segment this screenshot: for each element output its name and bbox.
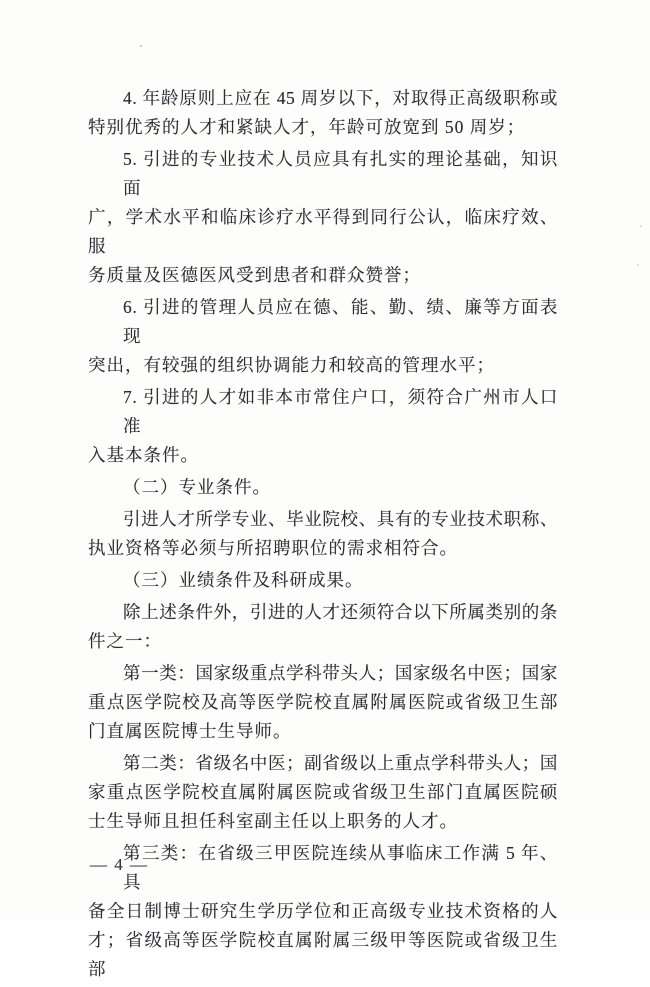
heading-professional-conditions	[88, 473, 558, 502]
page-number: — 4 —	[90, 855, 149, 874]
text-line: 第三类：在省级三甲医院连续从事临床工作满 5 年、具	[123, 843, 558, 892]
text-line: （三）业绩条件及科研成果。	[123, 570, 364, 590]
paragraph-category-3	[88, 839, 558, 984]
paragraph-category-1	[88, 659, 558, 746]
text-line: （二）专业条件。	[123, 477, 271, 497]
text-line: 件之一：	[88, 631, 162, 651]
text-line: 特别优秀的人才和紧缺人才，年龄可放宽到 50 周岁；	[88, 117, 526, 137]
heading-performance-conditions	[88, 566, 558, 595]
text-line: 突出，有较强的组织协调能力和较高的管理水平；	[88, 355, 495, 375]
text-line: 入基本条件。	[88, 445, 199, 465]
text-line: 5. 引进的专业技术人员应具有扎实的理论基础，知识面	[123, 149, 558, 198]
paragraph-professional-match	[88, 505, 558, 563]
text-line: 4. 年龄原则上应在 45 周岁以下，对取得正高级职称或	[123, 88, 558, 108]
text-line: 6. 引进的管理人员应在德、能、勤、绩、廉等方面表现	[123, 297, 558, 346]
paragraph-category-2	[88, 749, 558, 836]
text-line: 7. 引进的人才如非本市常住户口，须符合广州市人口准	[123, 387, 558, 436]
text-line: 务质量及医德医风受到患者和群众赞誉；	[88, 265, 421, 285]
text-line: 备全日制博士研究生学历学位和正高级专业技术资格的人	[88, 901, 558, 921]
text-line: 第二类：省级名中医；副省级以上重点学科带头人；国	[123, 753, 558, 773]
document-text	[88, 84, 558, 987]
text-line: 执业资格等必须与所招聘职位的需求相符合。	[88, 538, 458, 558]
text-line: 广，学术水平和临床诊疗水平得到同行公认，临床疗效、服	[88, 207, 558, 256]
text-line: 家重点医学院校直属附属医院或省级卫生部门直属医院硕	[88, 782, 558, 802]
paragraph-age-requirement	[88, 84, 558, 142]
text-line: 第一类：国家级重点学科带头人；国家级名中医；国家	[123, 663, 558, 683]
paragraph-professional-technical-staff	[88, 145, 558, 290]
text-line: 士生导师且担任科室副主任以上职务的人才。	[88, 811, 458, 831]
text-line: 门直属医院博士生导师。	[88, 721, 292, 741]
text-line: 才；省级高等医学院校直属附属三级甲等医院或省级卫生部	[88, 930, 558, 979]
paragraph-category-intro	[88, 598, 558, 656]
paragraph-household-registration	[88, 383, 558, 470]
scan-artifacts	[140, 45, 142, 47]
text-line: 引进人才所学专业、毕业院校、具有的专业技术职称、	[123, 509, 558, 529]
paragraph-management-staff	[88, 293, 558, 380]
text-line: 除上述条件外，引进的人才还须符合以下所属类别的条	[123, 602, 558, 622]
text-line: 重点医学院校及高等医学院校直属附属医院或省级卫生部	[88, 692, 558, 712]
